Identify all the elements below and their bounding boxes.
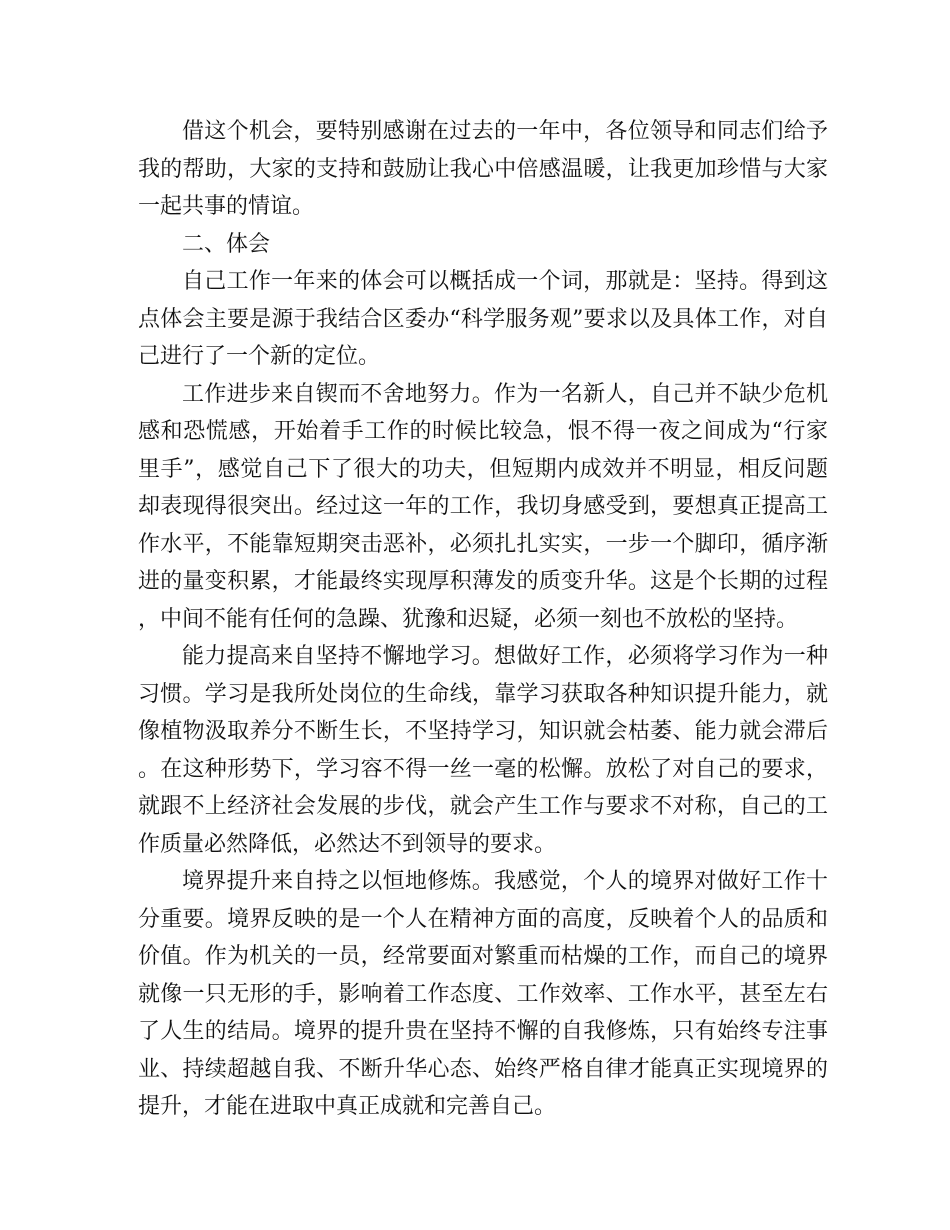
paragraph-self-cultivation: 境界提升来自持之以恒地修炼。我感觉，个人的境界对做好工作十分重要。境界反映的是一个人在精神方面的高度，反映着个人的品质和价值。作为机关的一员，经常要面对繁重而枯燥的工作，而自己的境界就像一只无形的手，影响着工作态度、工作效率、工作水平，甚至左右了人生的结局。境界的提升贵在坚持不懈的自我修炼，只有始终专注事业、持续超越自我、不断升华心态、始终严格自律才能真正实现境界的提升，才能在进取中真正成就和完善自己。 bbox=[138, 869, 828, 1119]
paragraph-work-progress: 工作进步来自锲而不舍地努力。作为一名新人，自己并不缺少危机感和恐慌感，开始着手工作的时候比较急，恨不得一夜之间成为“行家里手”，感觉自己下了很大的功夫，但短期内成效并不明显，相反问题却表现得很突出。经过这一年的工作，我切身感受到，要想真正提高工作水平，不能靠短期突击恶补，必须扎扎实实，一步一个脚印，循序渐进的量变积累，才能最终实现厚积薄发的质变升华。这是个长期的过程，中间不能有任何的急躁、犹豫和迟疑，必须一刻也不放松的坚持。 bbox=[138, 381, 828, 632]
paragraph-learning: 能力提高来自坚持不懈地学习。想做好工作，必须将学习作为一种习惯。学习是我所处岗位的生命线，靠学习获取各种知识提升能力，就像植物汲取养分不断生长，不坚持学习，知识就会枯萎、能力就会滞后。在这种形势下，学习容不得一丝一毫的松懈。放松了对自己的要求，就跟不上经济社会发展的步伐，就会产生工作与要求不对称，自己的工作质量必然降低，必然达不到领导的要求。 bbox=[138, 644, 828, 857]
section-heading-reflections: 二、体会 bbox=[182, 231, 271, 257]
paragraph-summary: 自己工作一年来的体会可以概括成一个词，那就是：坚持。得到这点体会主要是源于我结合区委办“科学服务观”要求以及具体工作，对自己进行了一个新的定位。 bbox=[138, 269, 828, 369]
paragraph-thanks: 借这个机会，要特别感谢在过去的一年中，各位领导和同志们给予我的帮助，大家的支持和鼓励让我心中倍感温暖，让我更加珍惜与大家一起共事的情谊。 bbox=[138, 119, 828, 219]
document-body bbox=[138, 113, 828, 1126]
